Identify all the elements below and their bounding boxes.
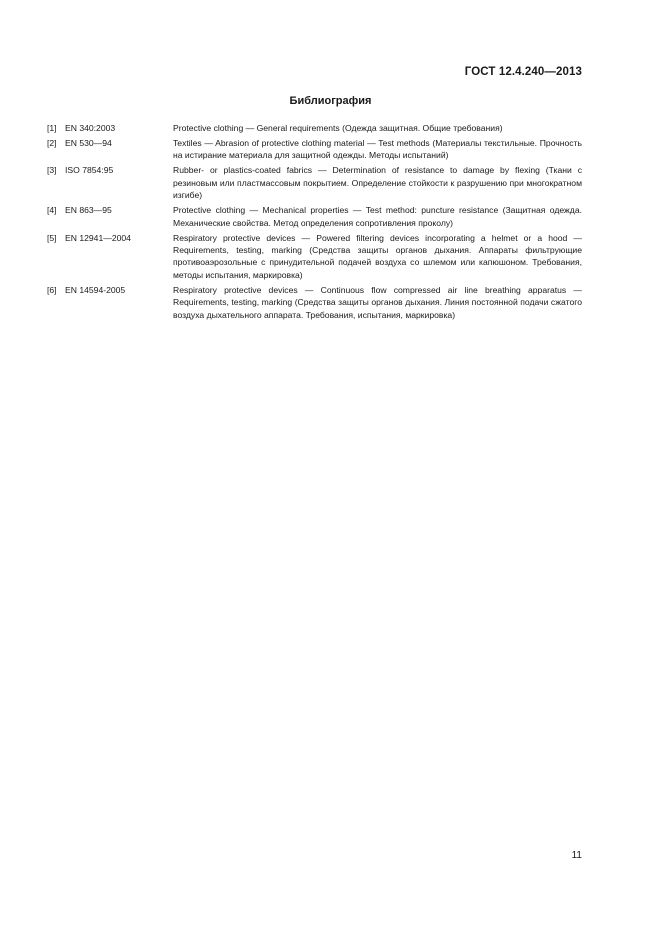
entry-title: Rubber- or plastics-coated fabrics — Determination of resistance to damage by flexing (Ткани с резиновым или пластмассовым покрытием. Определение стойкости к разрушению при многократном изгибе)	[173, 165, 582, 201]
entry-number: [1]	[47, 123, 57, 133]
entry-reference: EN 863—95	[65, 205, 112, 216]
standard-code: ГОСТ 12.4.240—2013	[464, 66, 582, 78]
entry-reference: EN 14594-2005	[65, 284, 126, 295]
entry-number: [4]	[47, 205, 57, 216]
bibliography-list	[47, 122, 582, 324]
bibliography-entry	[47, 232, 582, 282]
entry-reference: EN 340:2003	[65, 123, 116, 133]
entry-reference: EN 530—94	[65, 138, 112, 148]
entry-number: [5]	[47, 232, 57, 243]
entry-number: [2]	[47, 138, 57, 148]
bibliography-entry	[47, 122, 582, 134]
bibliography-entry	[47, 164, 582, 201]
entry-reference: EN 12941—2004	[65, 232, 131, 243]
bibliography-entry	[47, 284, 582, 321]
page-number: 11	[571, 850, 582, 861]
entry-title: Protective clothing — General requirements (Одежда защитная. Общие требования)	[173, 123, 503, 133]
entry-title: Textiles — Abrasion of protective clothing material — Test methods (Материалы текстильные. Прочность на истирание материала для защитной одежды. Методы испытаний)	[173, 138, 582, 161]
entry-reference: ISO 7854:95	[65, 165, 114, 176]
entry-number: [6]	[47, 284, 57, 295]
entry-number: [3]	[47, 165, 57, 176]
bibliography-entry	[47, 137, 582, 162]
entry-title: Respiratory protective devices — Continuous flow compressed air line breathing apparatus — Requirements, testing, marking (Средства защиты органов дыхания. Линия постоянной подачи сжатого воздуха дыхательного аппарата. Требования, испытания, маркировка)	[173, 284, 582, 320]
entry-title: Protective clothing — Mechanical properties — Test method: puncture resistance (Защитная одежда. Механические свойства. Метод определения сопротивления проколу)	[173, 205, 582, 228]
bibliography-entry	[47, 204, 582, 229]
section-title: Библиография	[289, 95, 372, 107]
entry-title: Respiratory protective devices — Powered filtering devices incorporating a helmet or a hood — Requirements, testing, marking (Средства защиты органов дыхания. Аппараты фильтрующие противоаэрозольные с принудительной подачей воздуха со шлемом или капюшоном. Требования, методы испытания, маркировка)	[173, 232, 582, 280]
